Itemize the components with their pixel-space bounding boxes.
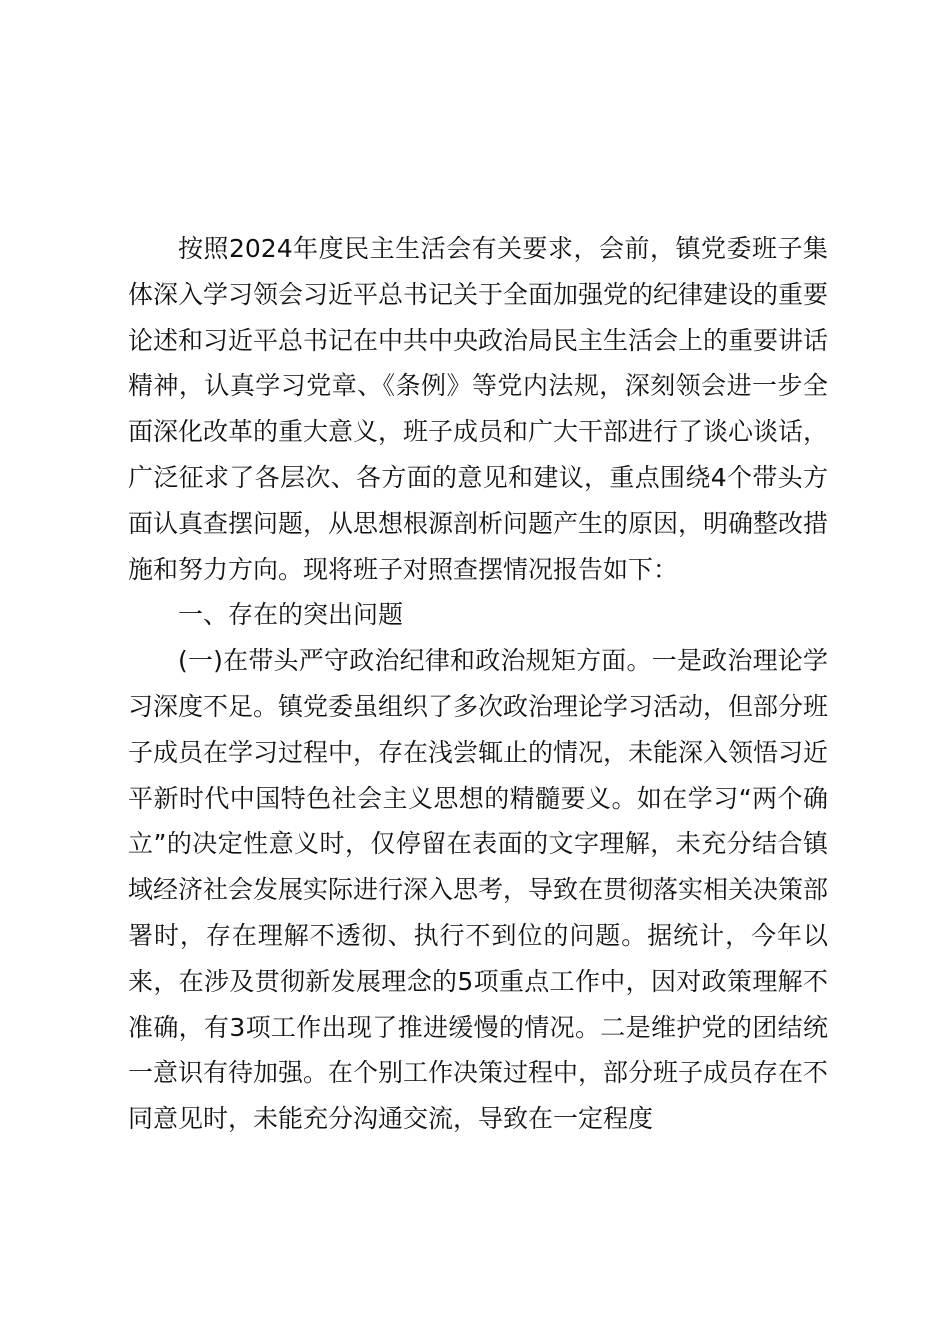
intro-paragraph: 按照2024年度民主生活会有关要求，会前，镇党委班子集体深入学习领会习近平总书记关于全面加强党的纪律建设的重要论述和习近平总书记在中共中央政治局民主生活会上的重要讲话精神，认真学习党章、《条例》等党内法规，深刻领会进一步全面深化改革的重大意义，班子成员和广大干部进行了谈心谈话，广泛征求了各层次、各方面的意见和建议，重点围绕4个带头方面认真查摆问题，从思想根源剖析问题产生的原因，明确整改措施和努力方向。现将班子对照查摆情况报告如下： xyxy=(128,234,829,584)
section-heading: 一、存在的突出问题 xyxy=(178,600,404,630)
body-paragraph: (一)在带头严守政治纪律和政治规矩方面。一是政治理论学习深度不足。镇党委虽组织了多次政治理论学习活动，但部分班子成员在学习过程中，存在浅尝辄止的情况，未能深入领悟习近平新时代中国特色社会主义思想的精髓要义。如在学习“两个确立”的决定性意义时，仅停留在表面的文字理解，未充分结合镇域经济社会发展实际进行深入思考，导致在贯彻落实相关决策部署时，存在理解不透彻、执行不到位的问题。据统计，今年以来，在涉及贯彻新发展理念的5项重点工作中，因对政策理解不准确，有3项工作出现了推进缓慢的情况。二是维护党的团结统一意识有待加强。在个别工作决策过程中，部分班子成员存在不同意见时，未能充分沟通交流，导致在一定程度 xyxy=(128,646,829,1134)
document-body xyxy=(128,226,828,1142)
